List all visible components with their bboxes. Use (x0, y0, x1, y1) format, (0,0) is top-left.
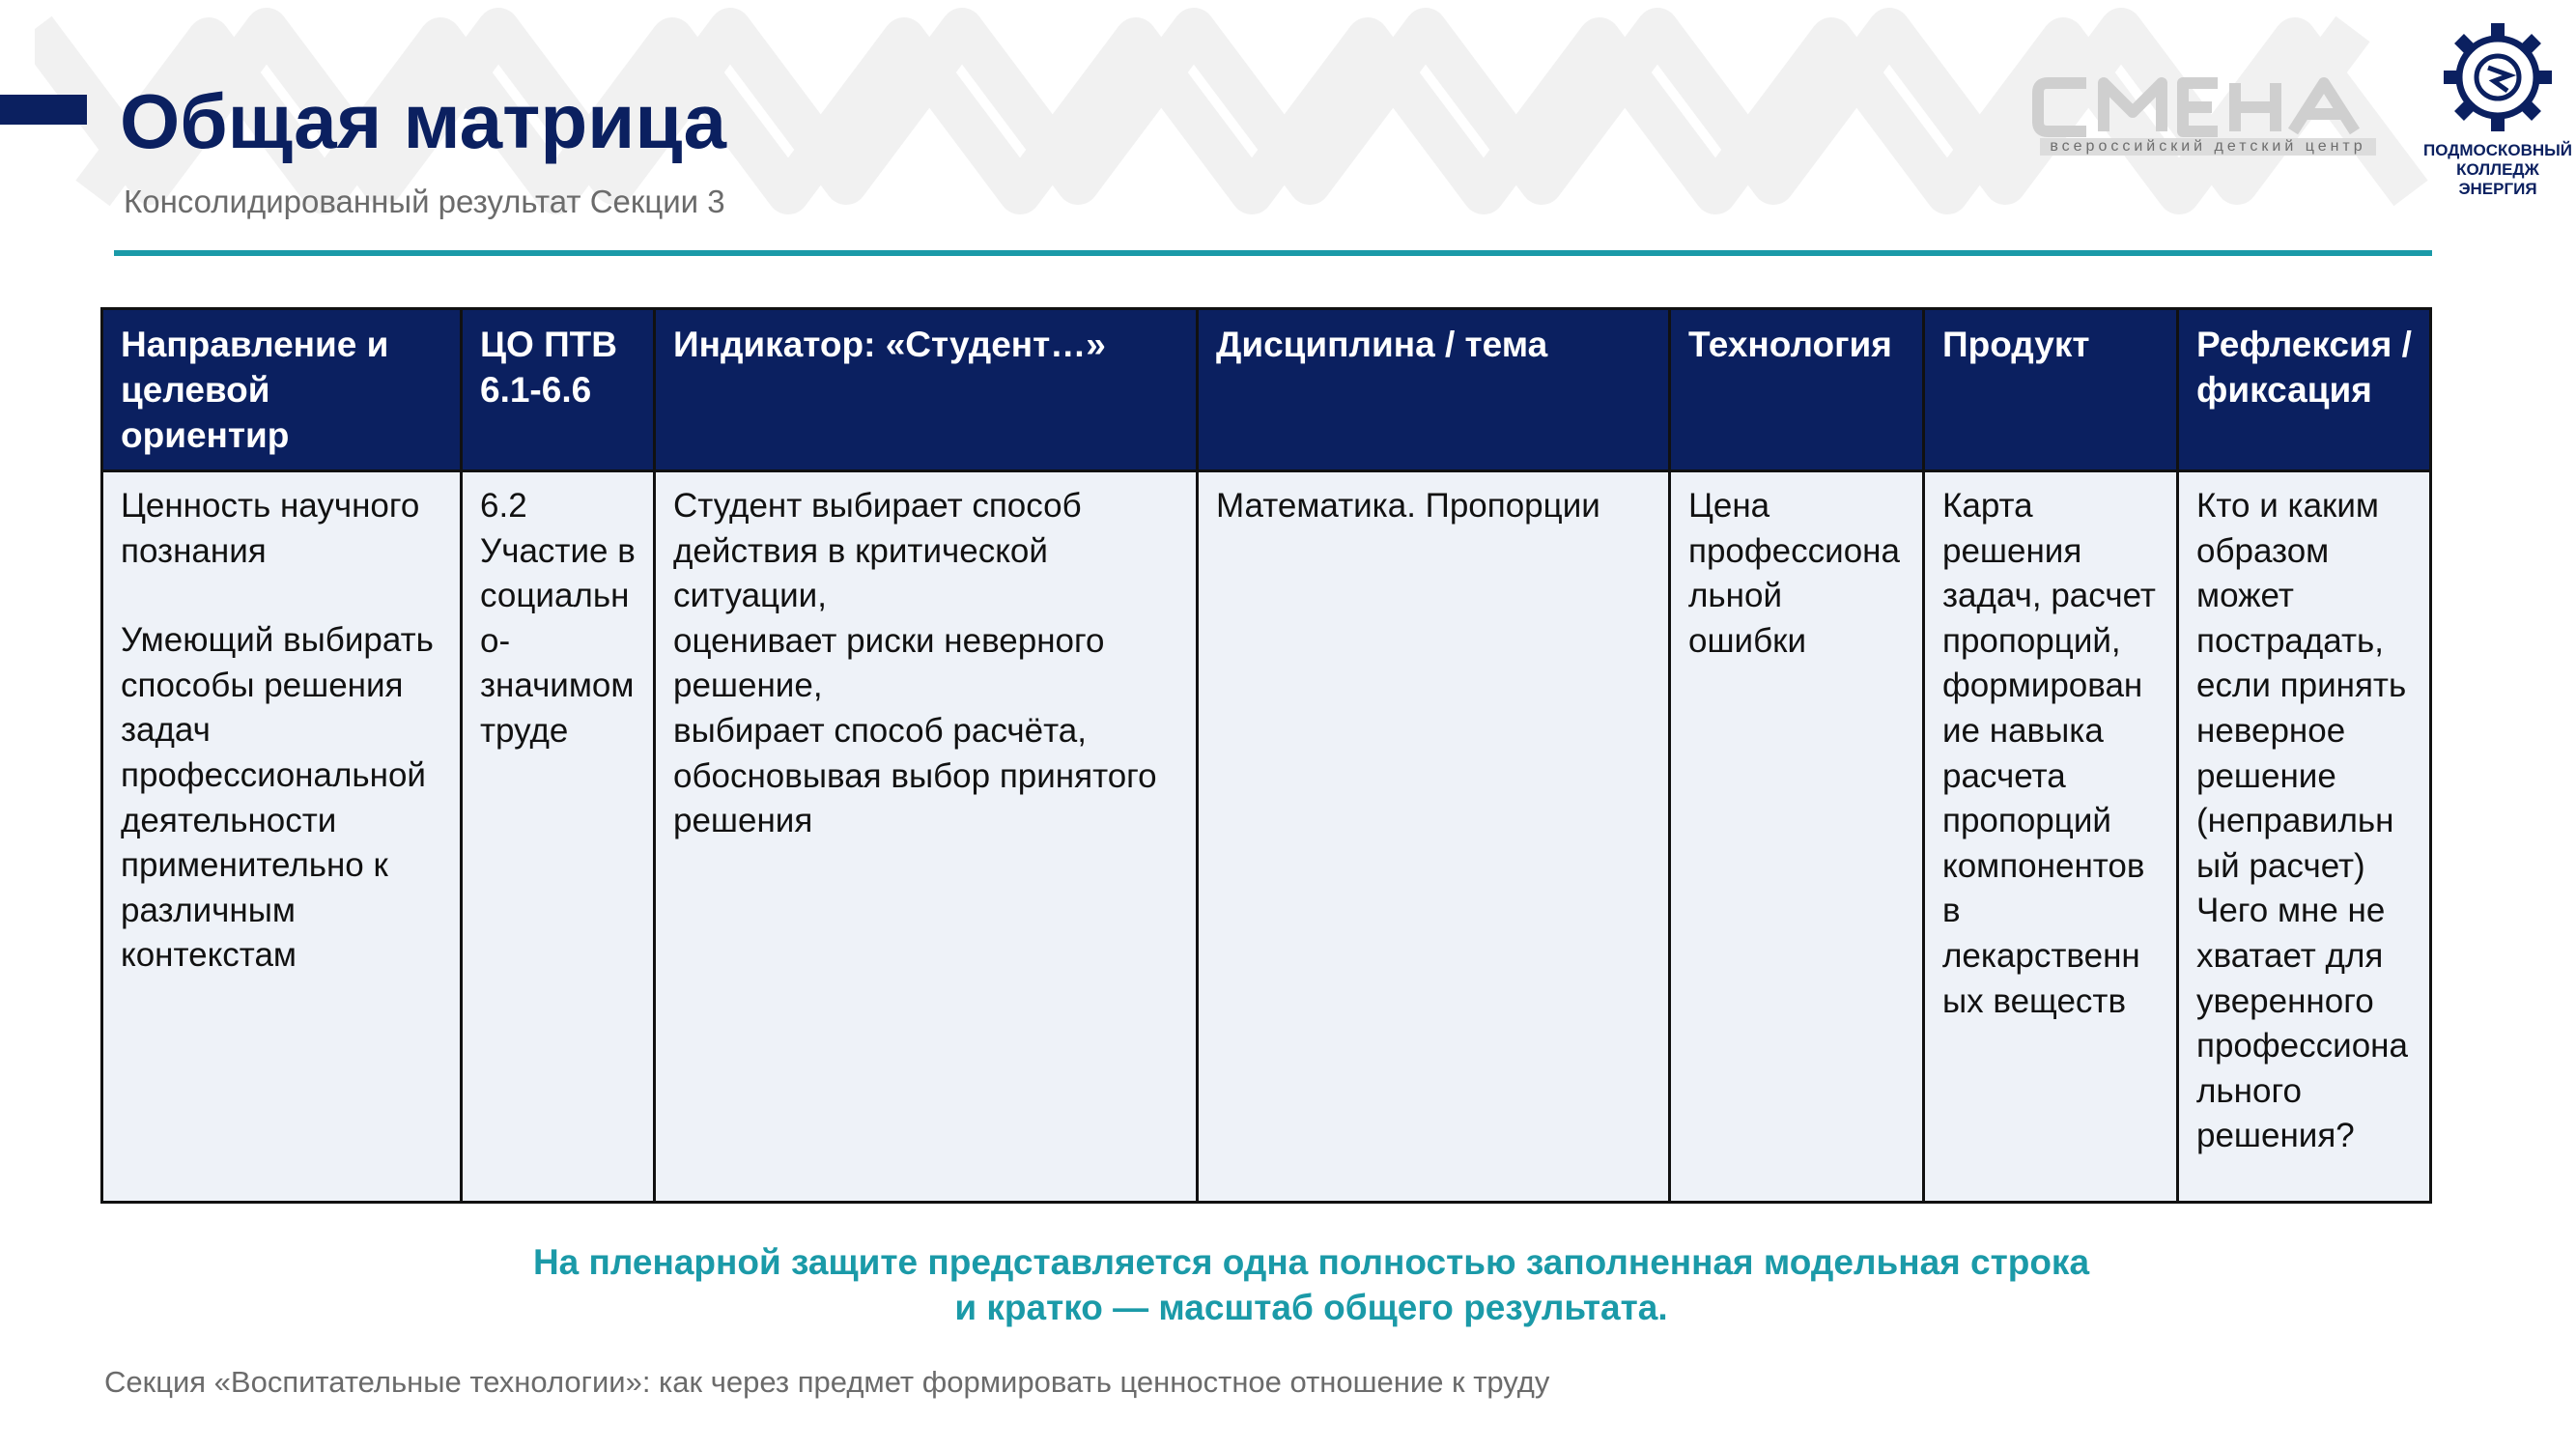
cell-discipline: Математика. Пропорции (1198, 471, 1670, 1203)
cell-reflection: Кто и каким образом может пострадать, если принять неверное решение (неправильный расчет) Чего мне не хватает для уверенного профессионального решения? (2178, 471, 2431, 1203)
page-title: Общая матрица (120, 78, 727, 164)
smena-caption: всероссийский детский центр (2040, 138, 2376, 156)
page-subtitle: Консолидированный результат Секции 3 (124, 184, 725, 219)
cell-product: Карта решения задач, расчет пропорций, формирование навыка расчета пропорций компонентов в лекарственных веществ (1924, 471, 2178, 1203)
column-header-reflection: Рефлексия / фиксация (2178, 309, 2431, 471)
title-accent-bar (0, 95, 87, 125)
column-header-technology: Технология (1670, 309, 1924, 471)
column-header-product: Продукт (1924, 309, 2178, 471)
plenary-note: На пленарной защите представляется одна полностью заполненная модельная строка и кратко — масштаб общего результата. (532, 1242, 2090, 1327)
footer-caption: Секция «Воспитательные технологии»: как через предмет формировать ценностное отношение к труду (104, 1365, 1550, 1399)
college-name: ПОДМОСКОВНЫЙ КОЛЛЕДЖ ЭНЕРГИЯ (2422, 141, 2572, 198)
general-matrix-table (100, 307, 2432, 1204)
header-divider (114, 250, 2432, 256)
table-header-row (102, 309, 2431, 471)
column-header-indicator: Индикатор: «Студент…» (655, 309, 1198, 471)
column-header-discipline: Дисциплина / тема (1198, 309, 1670, 471)
gear-icon (2434, 17, 2562, 137)
cell-co-ptv: 6.2 Участие в социально-значимом труде (462, 471, 655, 1203)
cell-indicator: Студент выбирает способ действия в критической ситуации, оценивает риски неверного решение, выбирает способ расчёта, обосновывая выбор принятого решения (655, 471, 1198, 1203)
cell-direction: Ценность научного познания Умеющий выбирать способы решения задач профессиональной деятельности применительно к различным контекстам (102, 471, 462, 1203)
column-header-direction: Направление и целевой ориентир (102, 309, 462, 471)
cell-technology: Цена профессиональной ошибки (1670, 471, 1924, 1203)
column-header-co-ptv: ЦО ПТВ 6.1-6.6 (462, 309, 655, 471)
table-row (102, 471, 2431, 1203)
